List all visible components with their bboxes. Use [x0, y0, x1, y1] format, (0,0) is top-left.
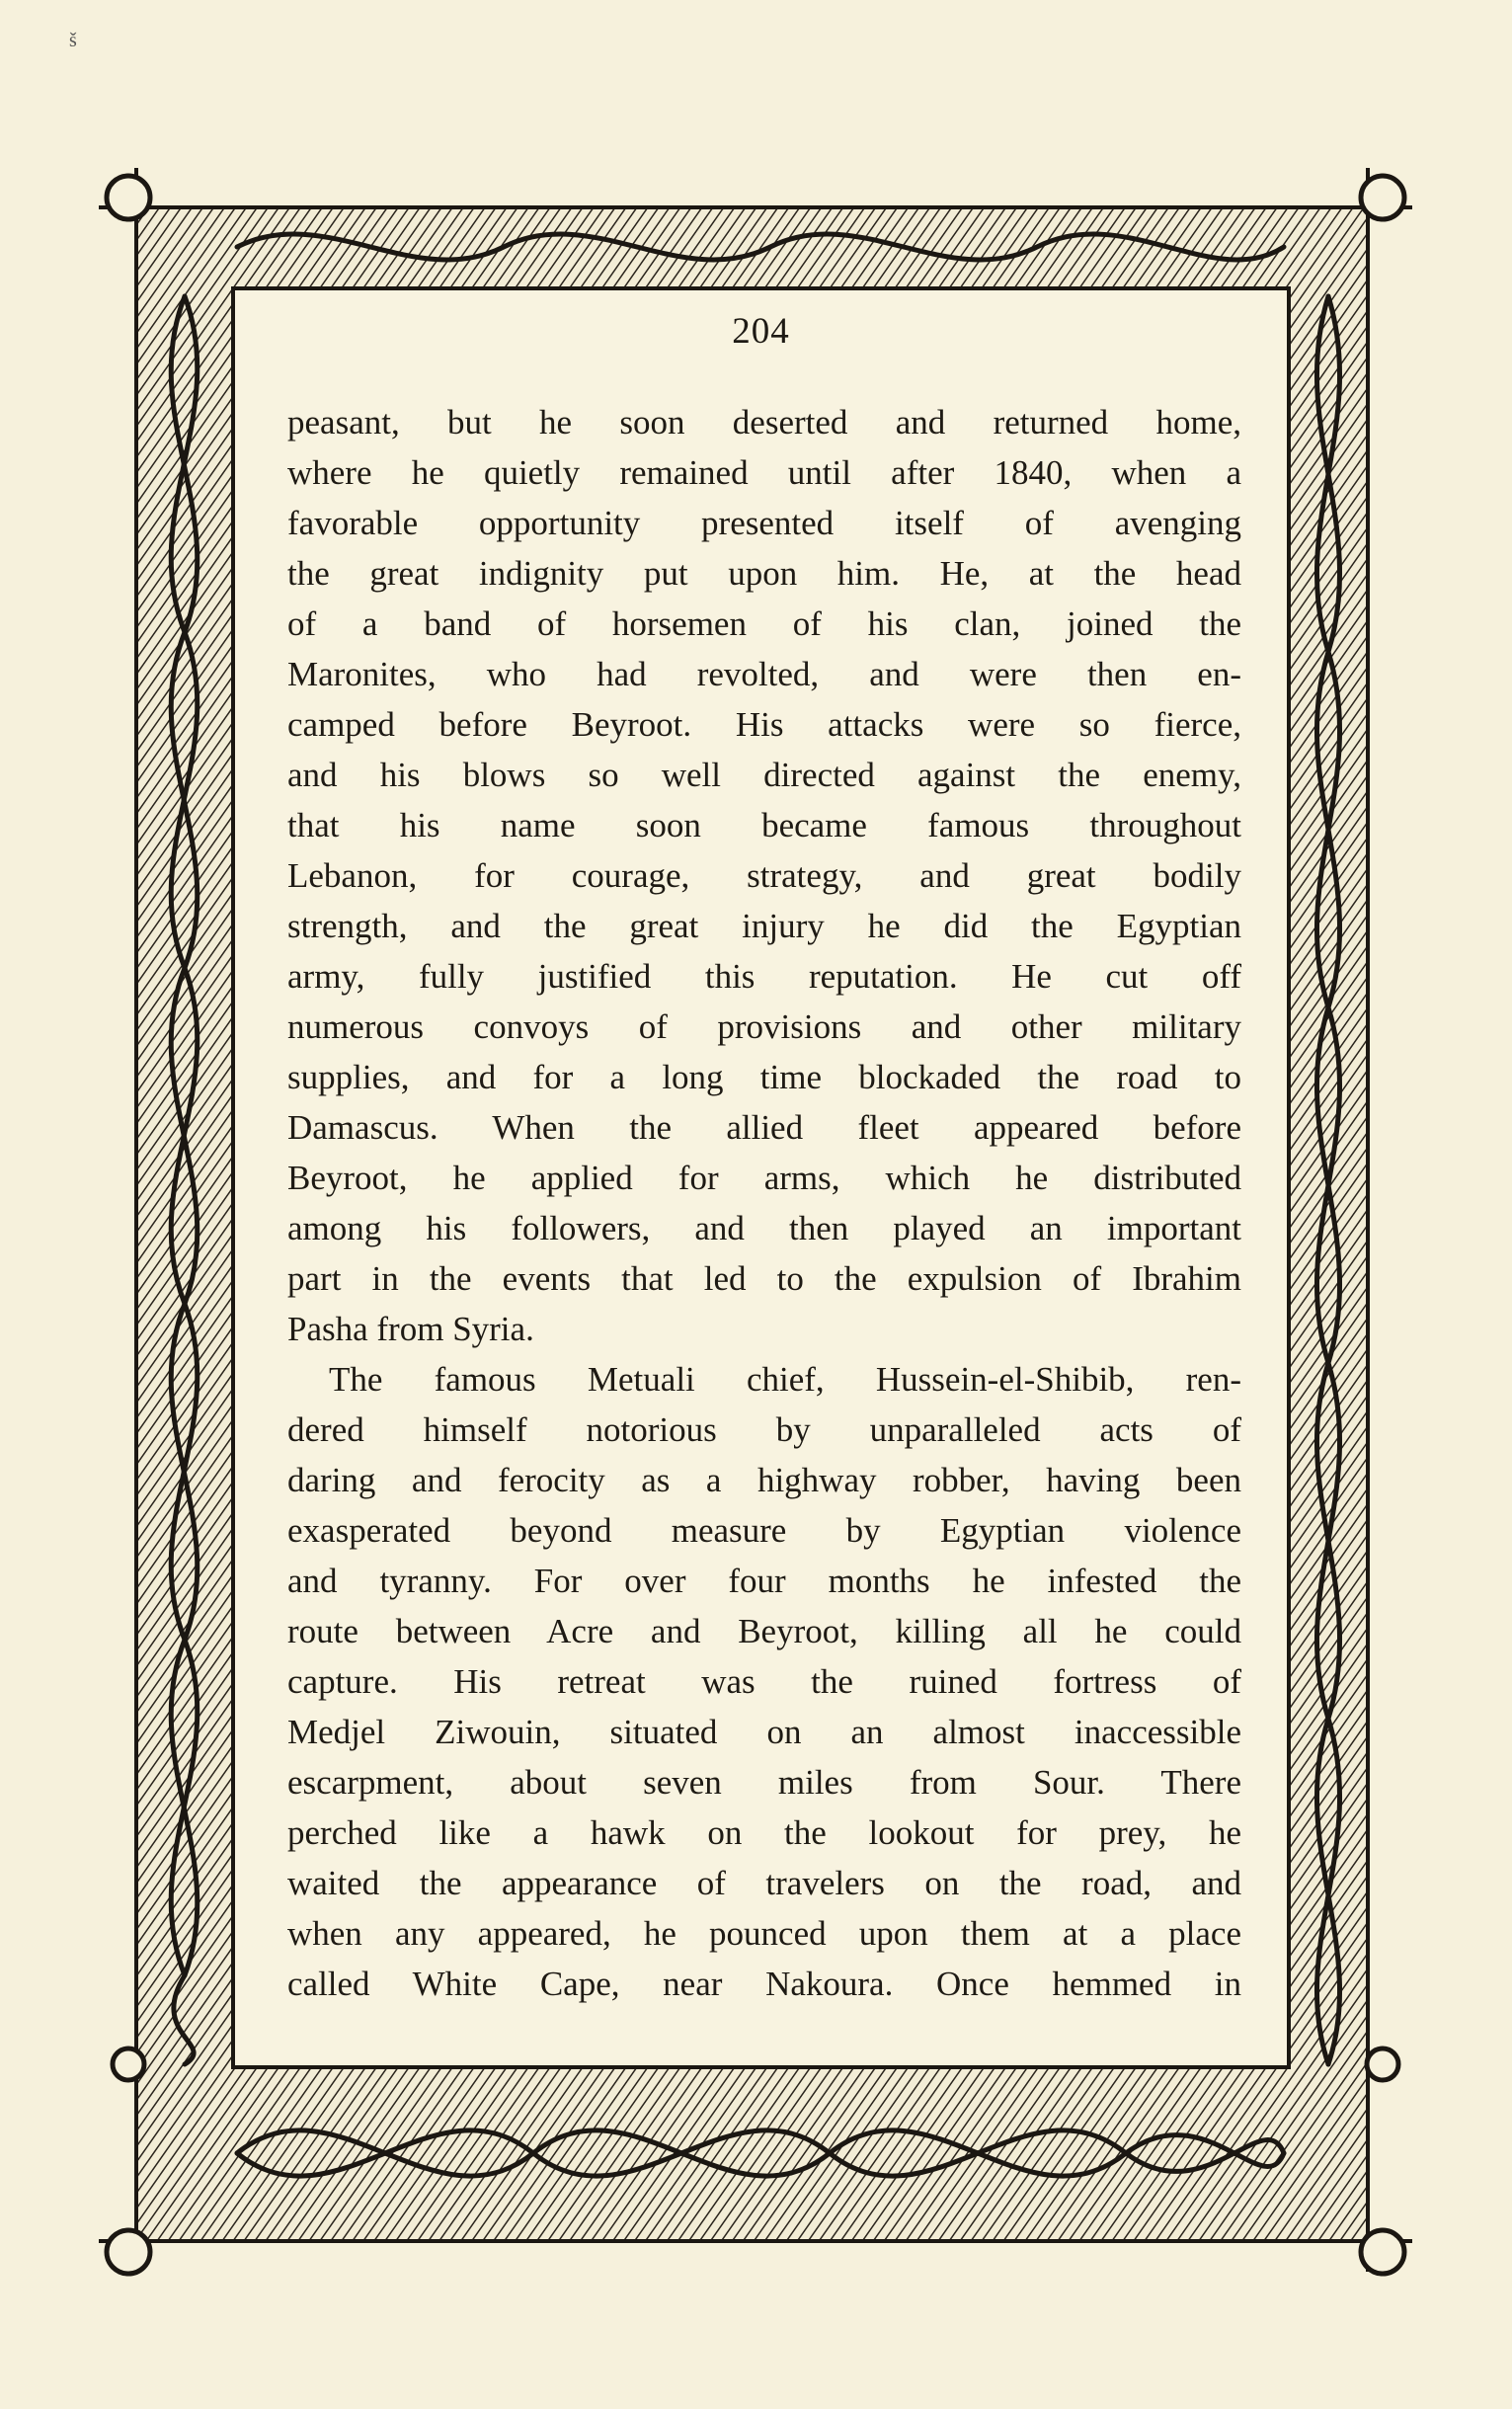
corner-knot-top-right	[1361, 176, 1404, 219]
text-line: Pasha from Syria.	[287, 1310, 534, 1348]
text-line: when any appeared, he pounced upon them at a place	[287, 1914, 1241, 1953]
text-line: supplies, and for a long time blockaded the road to	[287, 1058, 1241, 1096]
text-line: the great indignity put upon him. He, at the head	[287, 554, 1241, 593]
printer-mark: š	[69, 30, 77, 51]
text-line: Medjel Ziwouin, situated on an almost inaccessible	[287, 1713, 1241, 1751]
text-line: Beyroot, he applied for arms, which he distributed	[287, 1159, 1241, 1197]
border-bottom	[136, 2067, 1363, 2241]
text-line: Lebanon, for courage, strategy, and great bodily	[287, 856, 1241, 895]
text-line: camped before Beyroot. His attacks were so fierce,	[287, 705, 1241, 744]
corner-knot-bottom-right	[1361, 2230, 1404, 2274]
text-panel	[235, 290, 1287, 2063]
text-line: numerous convoys of provisions and other military	[287, 1007, 1241, 1046]
body-text	[287, 397, 1241, 2009]
text-line: route between Acre and Beyroot, killing all he could	[287, 1612, 1241, 1650]
text-line: that his name soon became famous throughout	[287, 806, 1241, 844]
text-line: daring and ferocity as a highway robber, having been	[287, 1461, 1241, 1499]
corner-knot-top-left	[107, 176, 150, 219]
corner-knot-bottom-left	[107, 2230, 150, 2274]
text-line: waited the appearance of travelers on the road, and	[287, 1864, 1241, 1902]
text-line: exasperated beyond measure by Egyptian violence	[287, 1511, 1241, 1550]
page-number: 204	[732, 311, 790, 352]
text-line: where he quietly remained until after 1840, when a	[287, 453, 1241, 492]
text-line: The famous Metuali chief, Hussein-el-Shibib, ren-	[329, 1360, 1241, 1399]
text-line: strength, and the great injury he did the Egyptian	[287, 907, 1241, 945]
border-left	[136, 207, 233, 2241]
text-line: perched like a hawk on the lookout for prey, he	[287, 1813, 1241, 1852]
text-line: and tyranny. For over four months he infested the	[287, 1562, 1241, 1600]
text-line: escarpment, about seven miles from Sour. There	[287, 1763, 1241, 1802]
text-line: dered himself notorious by unparalleled acts of	[287, 1410, 1241, 1449]
text-line: capture. His retreat was the ruined fortress of	[287, 1662, 1241, 1701]
text-line: army, fully justified this reputation. He cut off	[287, 957, 1241, 996]
text-line: favorable opportunity presented itself of avenging	[287, 504, 1241, 542]
text-line: peasant, but he soon deserted and returned home,	[287, 403, 1241, 442]
text-line: Damascus. When the allied fleet appeared before	[287, 1108, 1241, 1147]
text-line: called White Cape, near Nakoura. Once hemmed in	[287, 1965, 1241, 2003]
border-right	[1289, 207, 1368, 2241]
text-line: of a band of horsemen of his clan, joined the	[287, 604, 1241, 643]
text-line: Maronites, who had revolted, and were then en-	[287, 655, 1241, 693]
text-line: among his followers, and then played an important	[287, 1209, 1241, 1247]
text-line: and his blows so well directed against the enemy,	[287, 756, 1241, 794]
text-line: part in the events that led to the expulsion of Ibrahim	[287, 1259, 1241, 1298]
